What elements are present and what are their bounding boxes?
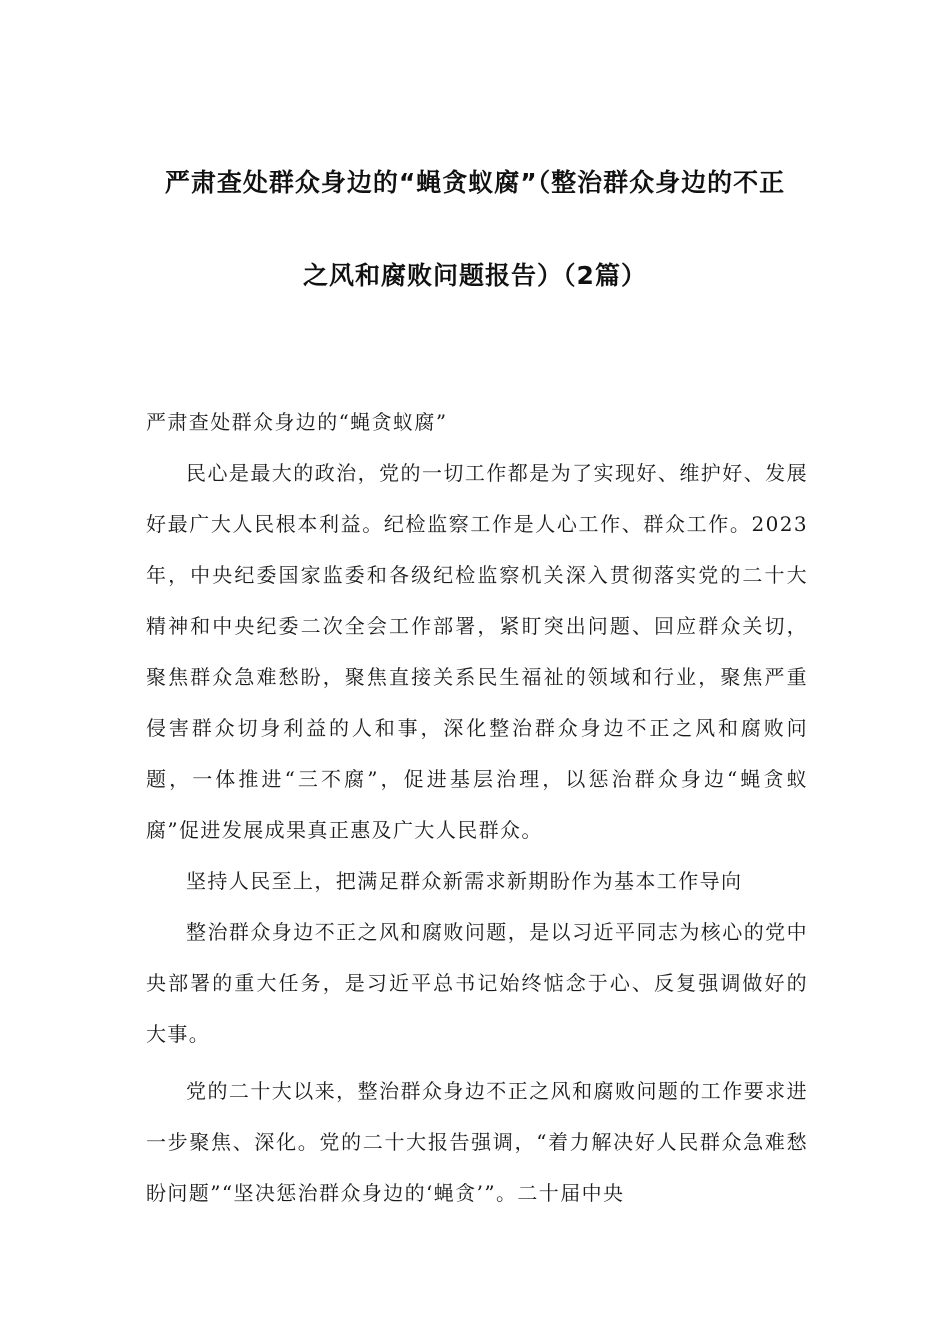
document-title-line-2: 之风和腐败问题报告）（2篇）	[303, 261, 647, 290]
document-title-line-1: 严肃查处群众身边的“蝇贪蚁腐”（整治群众身边的不正	[164, 168, 786, 197]
paragraph: 民心是最大的政治，党的一切工作都是为了实现好、维护好、发展好最广大人民根本利益。纪检监察工作是人心工作、群众工作。2023年，中央纪委国家监委和各级纪检监察机关深入贯彻落实党的二十大精神和中央纪委二次全会工作部署，紧盯突出问题、回应群众关切，聚焦群众急难愁盼，聚焦直接关系民生福祉的领域和行业，聚焦严重侵害群众切身利益的人和事，深化整治群众身边不正之风和腐败问题，一体推进“三不腐”，促进基层治理，以惩治群众身边“蝇贪蚁腐”促进发展成果真正惠及广大人民群众。	[146, 461, 808, 842]
section-heading: 严肃查处群众身边的“蝇贪蚁腐”	[146, 410, 448, 434]
paragraph: 党的二十大以来，整治群众身边不正之风和腐败问题的工作要求进一步聚焦、深化。党的二十大报告强调，“着力解决好人民群众急难愁盼问题”“坚决惩治群众身边的‘蝇贪’”。二十届中央	[146, 1079, 808, 1205]
document-body	[146, 397, 808, 1219]
paragraph: 整治群众身边不正之风和腐败问题，是以习近平同志为核心的党中央部署的重大任务，是习近平总书记始终惦念于心、反复强调做好的大事。	[146, 920, 808, 1046]
subheading-paragraph: 坚持人民至上，把满足群众新需求新期盼作为基本工作导向	[186, 869, 743, 893]
